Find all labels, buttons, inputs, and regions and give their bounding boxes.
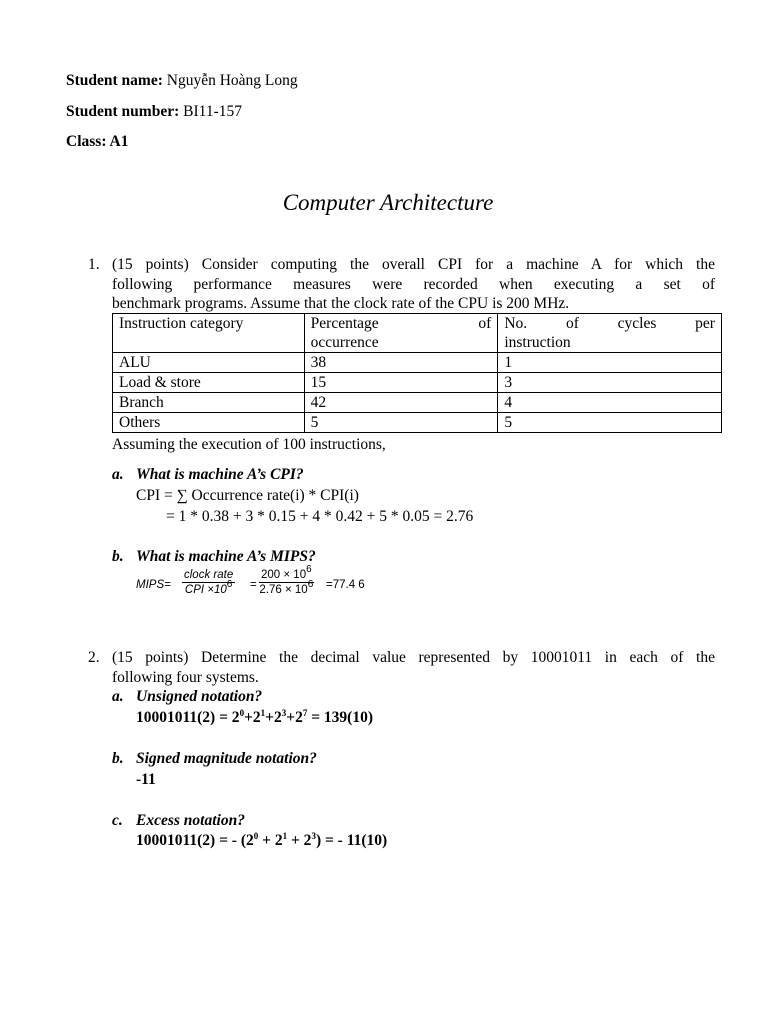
q2c-label: c. (112, 812, 123, 829)
q1-text-line2: following performance measures were recorded when executing a set of (112, 276, 715, 293)
header-instruction-category: Instruction category (119, 315, 244, 332)
q2c-answer (136, 832, 387, 850)
mips-fraction-1 (182, 569, 235, 596)
table-cell: Branch (113, 393, 305, 413)
header-cell (304, 314, 498, 353)
table-cell: 38 (304, 353, 498, 373)
q1a-label: a. (112, 466, 124, 483)
q2c-exp: 3 (311, 830, 316, 841)
q2c-part: + 2 (287, 832, 312, 849)
q2b-answer: -11 (136, 771, 156, 788)
mips-fraction-2 (259, 564, 314, 596)
q2a-answer (136, 709, 373, 727)
q1-text-line1: (15 points) Consider computing the overall CPI for a machine A for which the (112, 256, 715, 273)
class-line: Class: A1 (66, 133, 129, 150)
header-per-word: per (695, 315, 715, 332)
mips-equals: = (250, 579, 257, 591)
table-header-row (113, 314, 722, 353)
header-cell (498, 314, 722, 353)
q2a-part: +2 (244, 709, 261, 726)
student-number-line (66, 103, 242, 121)
mips-result: =77.4 6 (326, 579, 365, 591)
q1b-label: b. (112, 548, 124, 565)
q2b-label: b. (112, 750, 124, 767)
table-cell: 5 (304, 413, 498, 433)
mips-frac1-numerator: clock rate (184, 569, 234, 581)
q2-text-line2: following four systems. (112, 669, 259, 686)
q2c-part: ) = - 11(10) (315, 832, 388, 849)
q2a-label: a. (112, 688, 124, 705)
mips-frac2-denominator (259, 579, 314, 596)
mips-frac1-denominator (184, 579, 233, 596)
mips-frac1-den-text: CPI ×10 (184, 584, 227, 596)
table-cell: 3 (498, 373, 722, 393)
instruction-table (112, 313, 722, 433)
student-number-value: BI11-157 (183, 103, 242, 120)
header-no-word: No. (504, 315, 528, 332)
q2c-part: 10001011(2) = - (2 (136, 832, 254, 849)
q1-number: 1. (88, 256, 100, 273)
header-percentage-word: Percentage (310, 315, 379, 332)
header-cycles-word: cycles (617, 315, 657, 332)
mips-frac2-num-exp: 6 (306, 564, 312, 575)
table-row (113, 373, 722, 393)
q1b-question: What is machine A’s MIPS? (136, 548, 316, 565)
q1a-question: What is machine A’s CPI? (136, 466, 304, 483)
header-of-word: of (478, 315, 492, 332)
q2a-exp: 3 (281, 707, 287, 718)
q2a-exp: 7 (302, 707, 308, 718)
mips-frac2-den-text: 2.76 × 10 (259, 584, 308, 596)
student-name-label: Student name: (66, 72, 163, 89)
table-cell: ALU (113, 353, 305, 373)
q2c-exp: 0 (253, 830, 259, 841)
table-row (113, 353, 722, 373)
table-cell: Others (113, 413, 305, 433)
q2a-exp: 1 (260, 707, 266, 718)
q1a-formula-line1: CPI = ∑ Occurrence rate(i) * CPI(i) (136, 487, 359, 504)
q2a-exp: 0 (239, 707, 245, 718)
mips-frac2-den-exp: 6 (307, 579, 314, 590)
header-occurrence-word: occurrence (310, 334, 379, 351)
student-name-value: Nguyễn Hoàng Long (166, 72, 298, 89)
table-cell: 42 (304, 393, 498, 413)
table-cell: Load & store (113, 373, 305, 393)
header-of-word-2: of (565, 315, 579, 332)
table-cell: 5 (498, 413, 722, 433)
table-cell: 4 (498, 393, 722, 413)
page-title: Computer Architecture (282, 190, 494, 215)
q1-text-line3: benchmark programs. Assume that the clock rate of the CPU is 200 MHz. (112, 295, 570, 312)
q2c-exp: 1 (282, 830, 288, 841)
q2a-part: +2 (286, 709, 303, 726)
q2a-part: = 139(10) (307, 709, 373, 726)
q2c-question: Excess notation? (136, 812, 245, 829)
header-cell (113, 314, 305, 353)
header-instruction-word: instruction (504, 334, 571, 351)
table-cell: 15 (304, 373, 498, 393)
q2-number: 2. (88, 649, 100, 666)
q2a-part: +2 (265, 709, 282, 726)
q2c-part: + 2 (258, 832, 283, 849)
mips-frac2-numerator (259, 564, 314, 583)
q2a-part: 10001011(2) = 2 (136, 709, 240, 726)
table-row (113, 413, 722, 433)
q2b-question: Signed magnitude notation? (136, 750, 317, 767)
q2-text-line1: (15 points) Determine the decimal value represented by 10001011 in each of the (112, 649, 715, 666)
mips-lhs: MIPS= (136, 579, 171, 591)
q1-assume-text: Assuming the execution of 100 instructions, (112, 436, 386, 453)
student-number-label: Student number: (66, 103, 180, 120)
q2a-question: Unsigned notation? (136, 688, 263, 705)
student-name-line (66, 72, 298, 90)
table-cell: 1 (498, 353, 722, 373)
q1a-formula-line2: = 1 * 0.38 + 3 * 0.15 + 4 * 0.42 + 5 * 0.05 = 2.76 (166, 508, 474, 525)
table-row (113, 393, 722, 413)
mips-frac2-num-text: 200 × 10 (261, 569, 307, 581)
mips-frac1-den-exp: 6 (226, 579, 233, 590)
